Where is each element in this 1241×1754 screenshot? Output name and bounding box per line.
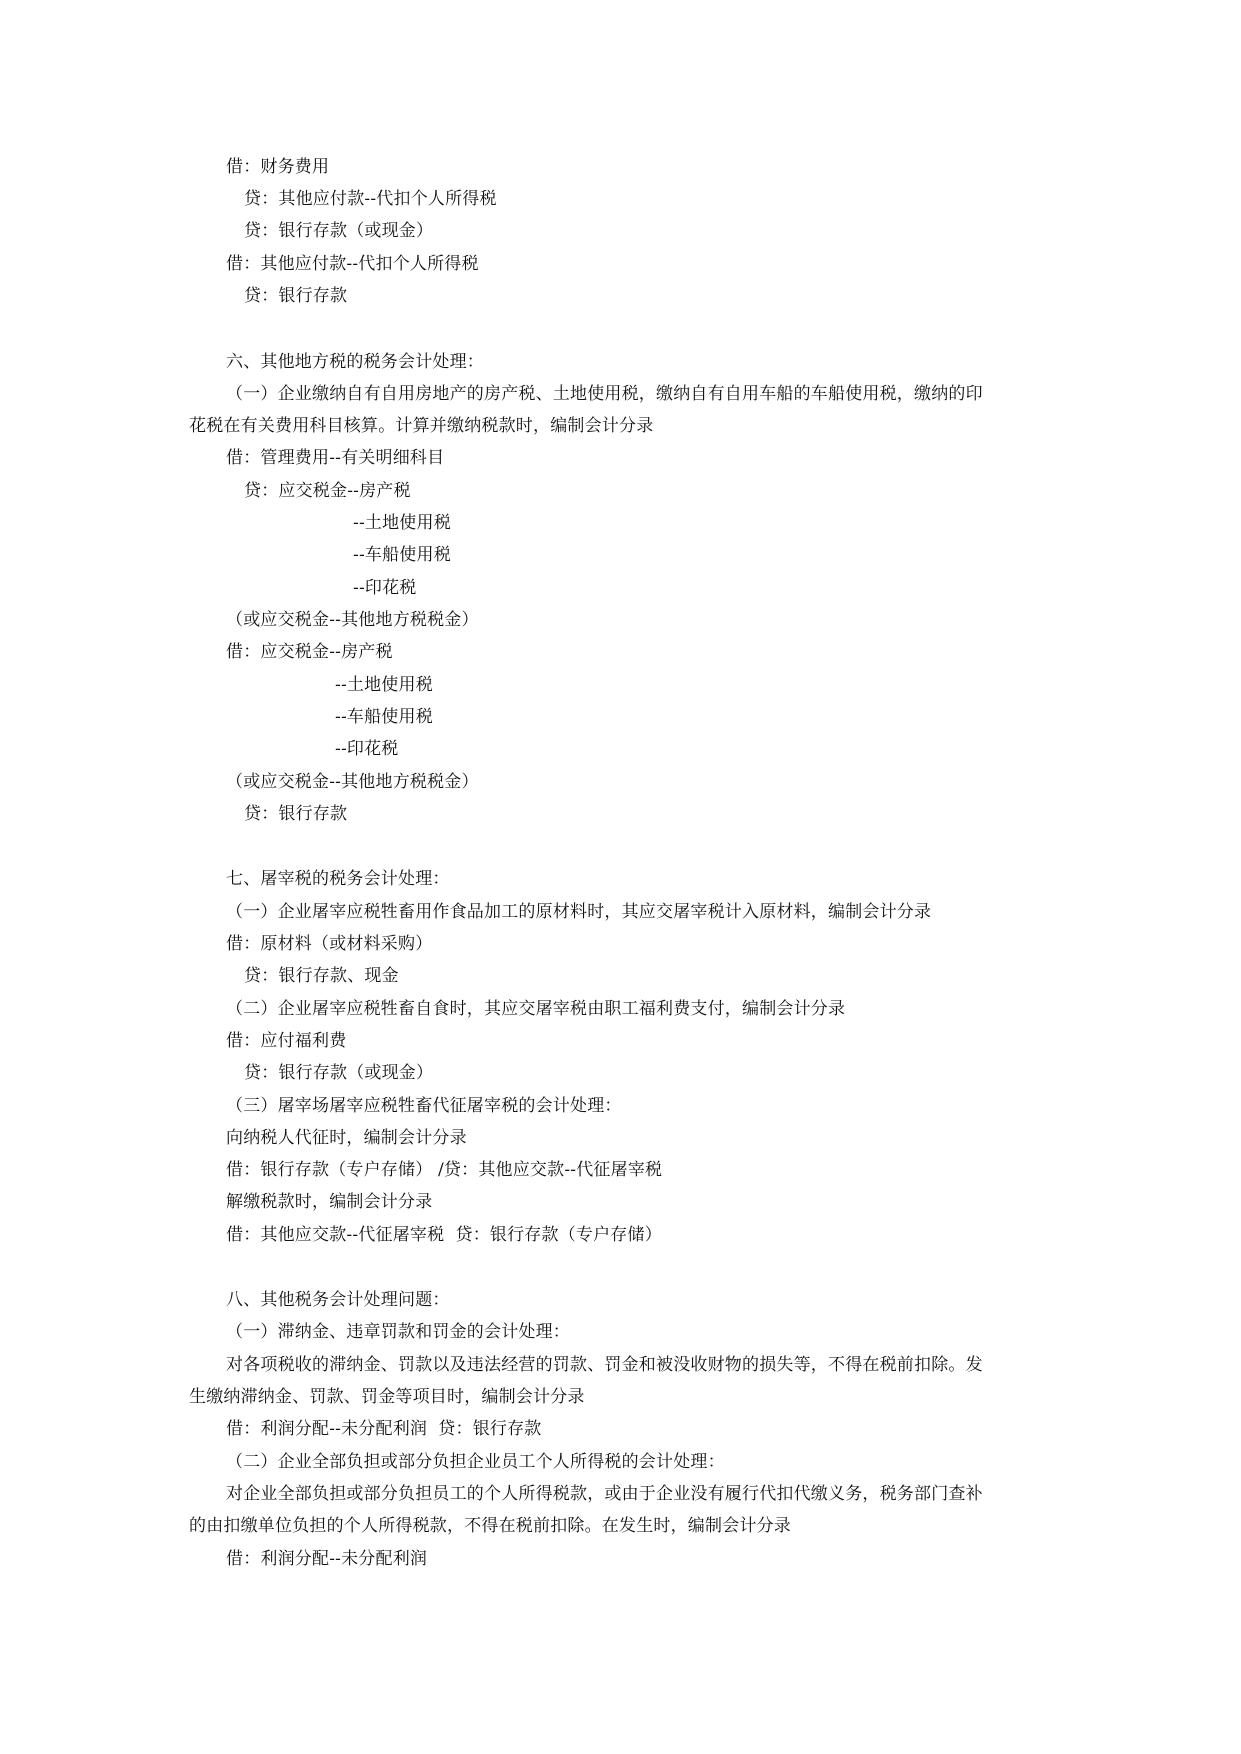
text-line: 借：管理费用--有关明细科目: [226, 448, 445, 468]
text-line: 贷：银行存款（或现金）: [244, 221, 434, 241]
text-line: --土地使用税: [353, 513, 451, 533]
text-line: --车船使用税: [353, 545, 451, 565]
text-line: （一）企业缴纳自有自用房地产的房产税、土地使用税，缴纳自有自用车船的车船使用税，缴纳的印: [226, 384, 983, 404]
text-line: 生缴纳滞纳金、罚款、罚金等项目时，编制会计分录: [189, 1387, 585, 1407]
text-line: （二）企业全部负担或部分负担企业员工个人所得税的会计处理：: [226, 1452, 725, 1472]
text-line: 借：其他应交款--代征屠宰税 贷：银行存款（专户存储）: [226, 1225, 662, 1245]
text-line: 贷：银行存款: [244, 804, 348, 824]
text-line: 向纳税人代征时，编制会计分录: [226, 1128, 467, 1148]
text-line: 贷：银行存款: [244, 286, 348, 306]
text-line: （一）企业屠宰应税牲畜用作食品加工的原材料时，其应交屠宰税计入原材料，编制会计分录: [226, 902, 932, 922]
text-line: 借：银行存款（专户存储） /贷：其他应交款--代征屠宰税: [226, 1160, 663, 1180]
text-line: 借：财务费用: [226, 157, 330, 177]
text-line: 借：原材料（或材料采购）: [226, 934, 433, 954]
text-line: （或应交税金--其他地方税税金）: [226, 610, 479, 630]
text-line: 贷：其他应付款--代扣个人所得税: [244, 189, 497, 209]
section-heading: 七、屠宰税的税务会计处理：: [226, 869, 450, 889]
text-line: --车船使用税: [335, 707, 433, 727]
text-line: 借：应付福利费: [226, 1031, 347, 1051]
text-line: 贷：银行存款、现金: [244, 966, 399, 986]
text-line: 花税在有关费用科目核算。计算并缴纳税款时，编制会计分录: [189, 416, 654, 436]
text-line: （三）屠宰场屠宰应税牲畜代征屠宰税的会计处理：: [226, 1096, 622, 1116]
text-line: 对企业全部负担或部分负担员工的个人所得税款，或由于企业没有履行代扣代缴义务，税务部门查补: [226, 1484, 983, 1504]
text-line: 解缴税款时，编制会计分录: [226, 1192, 433, 1212]
text-line: 贷：银行存款（或现金）: [244, 1063, 434, 1083]
text-line: --土地使用税: [335, 675, 433, 695]
text-line: （一）滞纳金、违章罚款和罚金的会计处理：: [226, 1322, 570, 1342]
text-line: --印花税: [335, 739, 399, 759]
text-line: --印花税: [353, 578, 417, 598]
text-line: 借：其他应付款--代扣个人所得税: [226, 254, 479, 274]
text-line: 的由扣缴单位负担的个人所得税款，不得在税前扣除。在发生时，编制会计分录: [189, 1516, 791, 1536]
text-line: 对各项税收的滞纳金、罚款以及违法经营的罚款、罚金和被没收财物的损失等，不得在税前扣除。发: [226, 1355, 983, 1375]
text-line: 贷：应交税金--房产税: [244, 481, 411, 501]
section-heading: 六、其他地方税的税务会计处理：: [226, 352, 484, 372]
text-line: （二）企业屠宰应税牲畜自食时，其应交屠宰税由职工福利费支付，编制会计分录: [226, 999, 846, 1019]
text-line: 借：利润分配--未分配利润: [226, 1549, 428, 1569]
text-line: （或应交税金--其他地方税税金）: [226, 772, 479, 792]
section-heading: 八、其他税务会计处理问题：: [226, 1290, 450, 1310]
text-line: 借：应交税金--房产税: [226, 642, 393, 662]
text-line: 借：利润分配--未分配利润 贷：银行存款: [226, 1419, 542, 1439]
